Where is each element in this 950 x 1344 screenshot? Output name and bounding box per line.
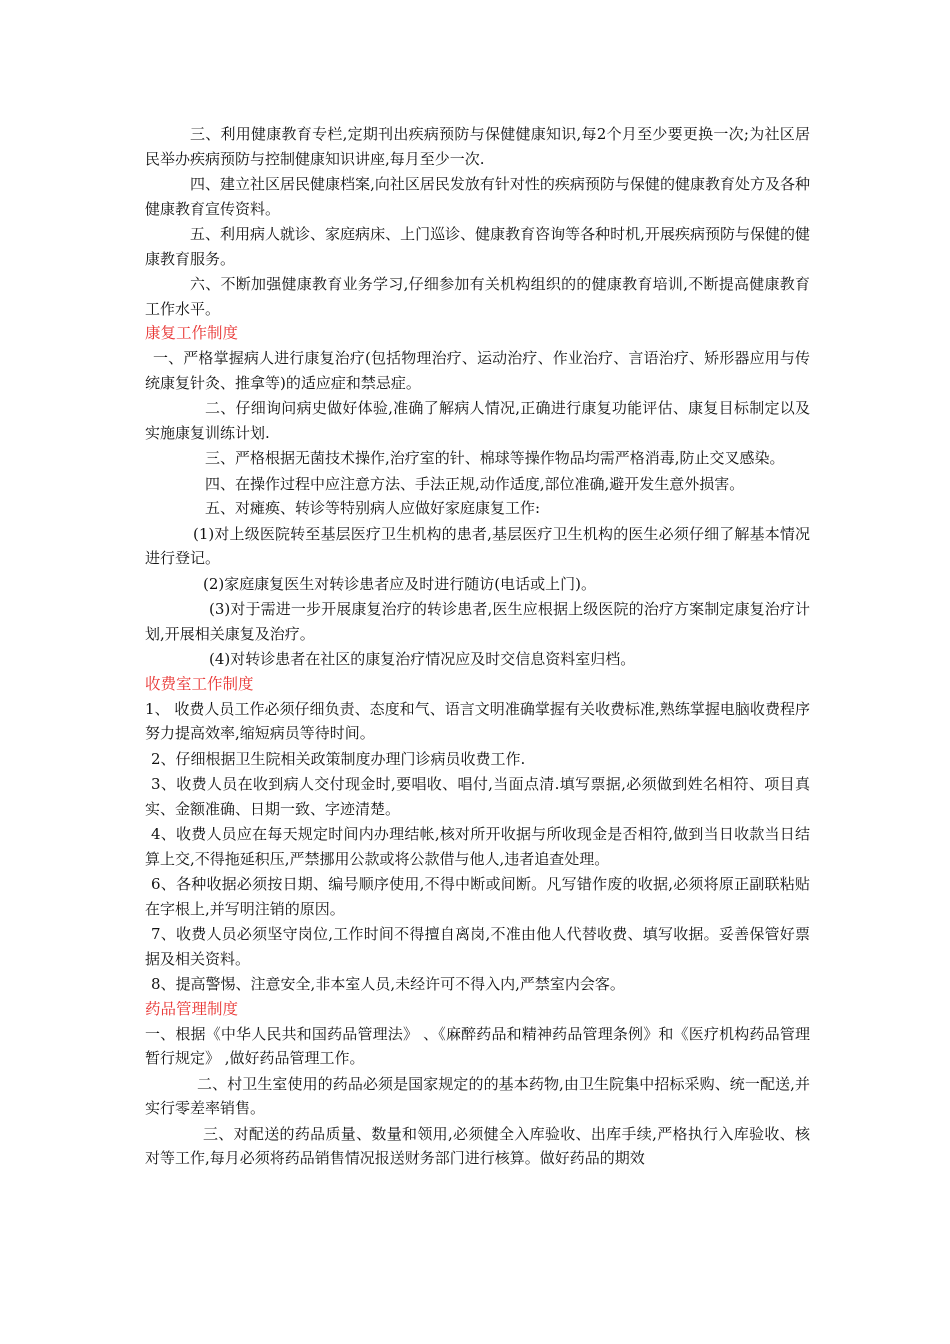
paragraph: 7、收费人员必须坚守岗位,工作时间不得擅自离岗,不准由他人代替收费、填写收据。妥善保管好票据及相关资料。 (145, 925, 810, 968)
paragraph: 4、收费人员应在每天规定时间内办理结帐,核对所开收据与所收现金是否相符,做到当日收款当日结算上交,不得拖延积压,严禁挪用公款或将公款借与他人,违者追查处理。 (145, 825, 810, 868)
paragraph: 二、仔细询问病史做好体验,准确了解病人情况,正确进行康复功能评估、康复目标制定以及实施康复训练计划. (145, 399, 810, 442)
paragraph: (4)对转诊患者在社区的康复治疗情况应及时交信息资料室归档。 (209, 650, 636, 668)
paragraph: 四、建立社区居民健康档案,向社区居民发放有针对性的疾病预防与保健的健康教育处方及各种健康教育宣传资料。 (145, 175, 810, 218)
paragraph: 三、严格根据无菌技术操作,治疗室的针、棉球等操作物品均需严格消毒,防止交叉感染。 (205, 449, 785, 467)
section-heading-rehab: 康复工作制度 (145, 324, 239, 342)
paragraph: 6、各种收据必须按日期、编号顺序使用,不得中断或间断。凡写错作废的收据,必须将原正副联粘贴在字根上,并写明注销的原因。 (145, 875, 810, 918)
paragraph: 2、仔细根据卫生院相关政策制度办理门诊病员收费工作. (151, 749, 526, 768)
section-heading-pharmacy: 药品管理制度 (145, 999, 239, 1018)
paragraph: 三、对配送的药品质量、数量和领用,必须健全入库验收、出库手续,严格执行入库验收、核对等工作,每月必须将药品销售情况报送财务部门进行核算。做好药品的期效 (145, 1124, 810, 1167)
section-heading-billing: 收费室工作制度 (145, 674, 254, 693)
paragraph: 3、收费人员在收到病人交付现金时,要唱收、唱付,当面点清.填写票据,必须做到姓名相符、项目真实、金额准确、日期一致、字迹清楚。 (145, 775, 810, 818)
paragraph: 四、在操作过程中应注意方法、手法正规,动作适度,部位准确,避开发生意外损害。 (205, 474, 745, 493)
paragraph: (2)家庭康复医生对转诊患者应及时进行随访(电话或上门)。 (203, 574, 596, 593)
paragraph: 六、不断加强健康教育业务学习,仔细参加有关机构组织的的健康教育培训,不断提高健康教育工作水平。 (145, 275, 810, 318)
paragraph: 1、 收费人员工作必须仔细负责、态度和气、语言文明准确掌握有关收费标准,熟练掌握电脑收费程序努力提高效率,缩短病员等待时间。 (145, 699, 810, 742)
paragraph: 一、根据《中华人民共和国药品管理法》 、《麻醉药品和精神药品管理条例》和《医疗机构药品管理暂行规定》 ,做好药品管理工作。 (145, 1024, 810, 1067)
paragraph: 一、严格掌握病人进行康复治疗(包括物理治疗、运动治疗、作业治疗、言语治疗、矫形器应用与传统康复针灸、推拿等)的适应症和禁忌症。 (145, 349, 810, 392)
paragraph: (1)对上级医院转至基层医疗卫生机构的患者,基层医疗卫生机构的医生必须仔细了解基本情况进行登记。 (145, 524, 810, 567)
paragraph: (3)对于需进一步开展康复治疗的转诊患者,医生应根据上级医院的治疗方案制定康复治疗计划,开展相关康复及治疗。 (145, 600, 810, 643)
paragraph: 三、利用健康教育专栏,定期刊出疾病预防与保健健康知识,每2个月至少要更换一次;为社区居民举办疾病预防与控制健康知识讲座,每月至少一次. (145, 125, 810, 168)
document-page (145, 122, 810, 1171)
paragraph: 8、提高警惕、注意安全,非本室人员,未经许可不得入内,严禁室内会客。 (151, 975, 625, 993)
paragraph: 五、利用病人就诊、家庭病床、上门巡诊、健康教育咨询等各种时机,开展疾病预防与保健的健康教育服务。 (145, 225, 810, 268)
paragraph: 五、对瘫痪、转诊等特别病人应做好家庭康复工作: (205, 499, 541, 517)
paragraph: 二、村卫生室使用的药品必须是国家规定的的基本药物,由卫生院集中招标采购、统一配送,并实行零差率销售。 (145, 1074, 810, 1117)
